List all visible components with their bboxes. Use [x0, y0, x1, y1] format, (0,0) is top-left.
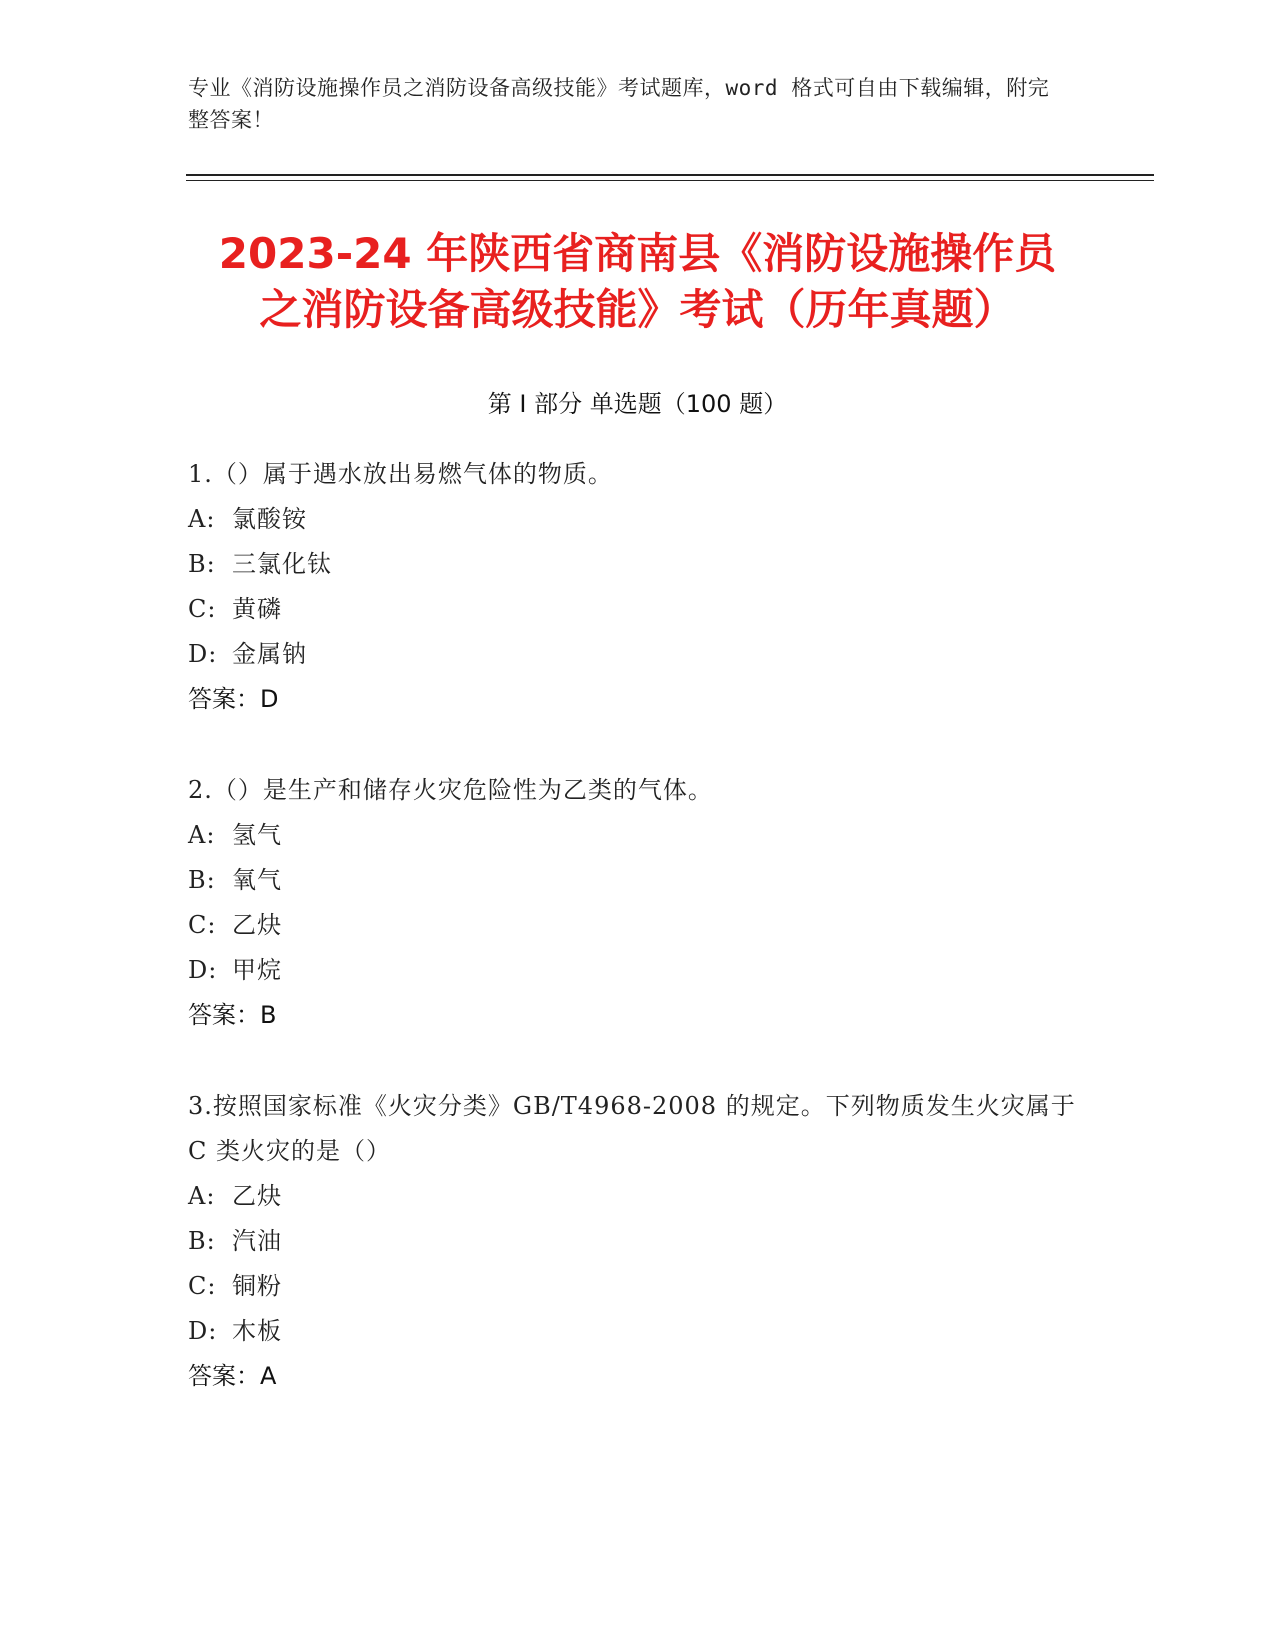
document-title-line-1: 2023-24 年陕西省商南县《消防设施操作员 — [218, 229, 1057, 278]
question-option-d — [188, 1309, 1088, 1354]
option-letter: C: — [188, 595, 217, 623]
option-text: 氢气 — [232, 821, 282, 849]
option-text: 木板 — [232, 1317, 282, 1345]
question-answer: 答案：A — [188, 1362, 277, 1390]
question-option-c — [188, 903, 1088, 948]
option-text: 铜粉 — [232, 1272, 282, 1300]
question-stem: 2.（）是生产和储存火灾危险性为乙类的气体。 — [188, 776, 713, 804]
option-letter: D: — [188, 1317, 218, 1345]
question-option-a — [188, 497, 1088, 542]
option-letter: B: — [188, 1227, 216, 1255]
question-option-c — [188, 587, 1088, 632]
option-text: 金属钠 — [232, 640, 307, 668]
question-2 — [188, 768, 1088, 1038]
option-letter: A: — [188, 1182, 216, 1210]
option-letter: A: — [188, 505, 216, 533]
option-letter: A: — [188, 821, 216, 849]
option-letter: B: — [188, 550, 216, 578]
question-1 — [188, 452, 1088, 722]
question-3 — [188, 1084, 1088, 1399]
question-answer: 答案：D — [188, 685, 279, 713]
question-option-d — [188, 632, 1088, 677]
option-letter: C: — [188, 911, 217, 939]
option-text: 氯酸铵 — [232, 505, 307, 533]
question-stem: 3.按照国家标准《火灾分类》GB/T4968-2008 的规定。下列物质发生火灾属于 C 类火灾的是（） — [188, 1092, 1076, 1165]
option-letter: B: — [188, 866, 216, 894]
option-text: 甲烷 — [232, 956, 282, 984]
question-stem: 1.（）属于遇水放出易燃气体的物质。 — [188, 460, 613, 488]
option-text: 黄磷 — [232, 595, 282, 623]
option-letter: D: — [188, 640, 218, 668]
header-rule-thin — [186, 180, 1154, 181]
header-rule-thick — [186, 174, 1154, 176]
option-text: 汽油 — [232, 1227, 282, 1255]
question-option-a — [188, 813, 1088, 858]
question-option-b — [188, 542, 1088, 587]
question-option-c — [188, 1264, 1088, 1309]
header-note: 专业《消防设施操作员之消防设备高级技能》考试题库，word 格式可自由下载编辑，附完整答案！ — [188, 76, 1050, 132]
question-option-b — [188, 1219, 1088, 1264]
question-option-b — [188, 858, 1088, 903]
option-letter: C: — [188, 1272, 217, 1300]
question-option-d — [188, 948, 1088, 993]
question-answer: 答案：B — [188, 1001, 277, 1029]
option-letter: D: — [188, 956, 218, 984]
option-text: 氧气 — [232, 866, 282, 894]
option-text: 乙炔 — [232, 1182, 282, 1210]
document-title — [180, 226, 1095, 338]
question-option-a — [188, 1174, 1088, 1219]
document-title-line-2: 之消防设备高级技能》考试（历年真题） — [259, 285, 1016, 334]
option-text: 乙炔 — [232, 911, 282, 939]
option-text: 三氯化钛 — [232, 550, 332, 578]
section-title: 第 I 部分 单选题（100 题） — [487, 390, 788, 418]
